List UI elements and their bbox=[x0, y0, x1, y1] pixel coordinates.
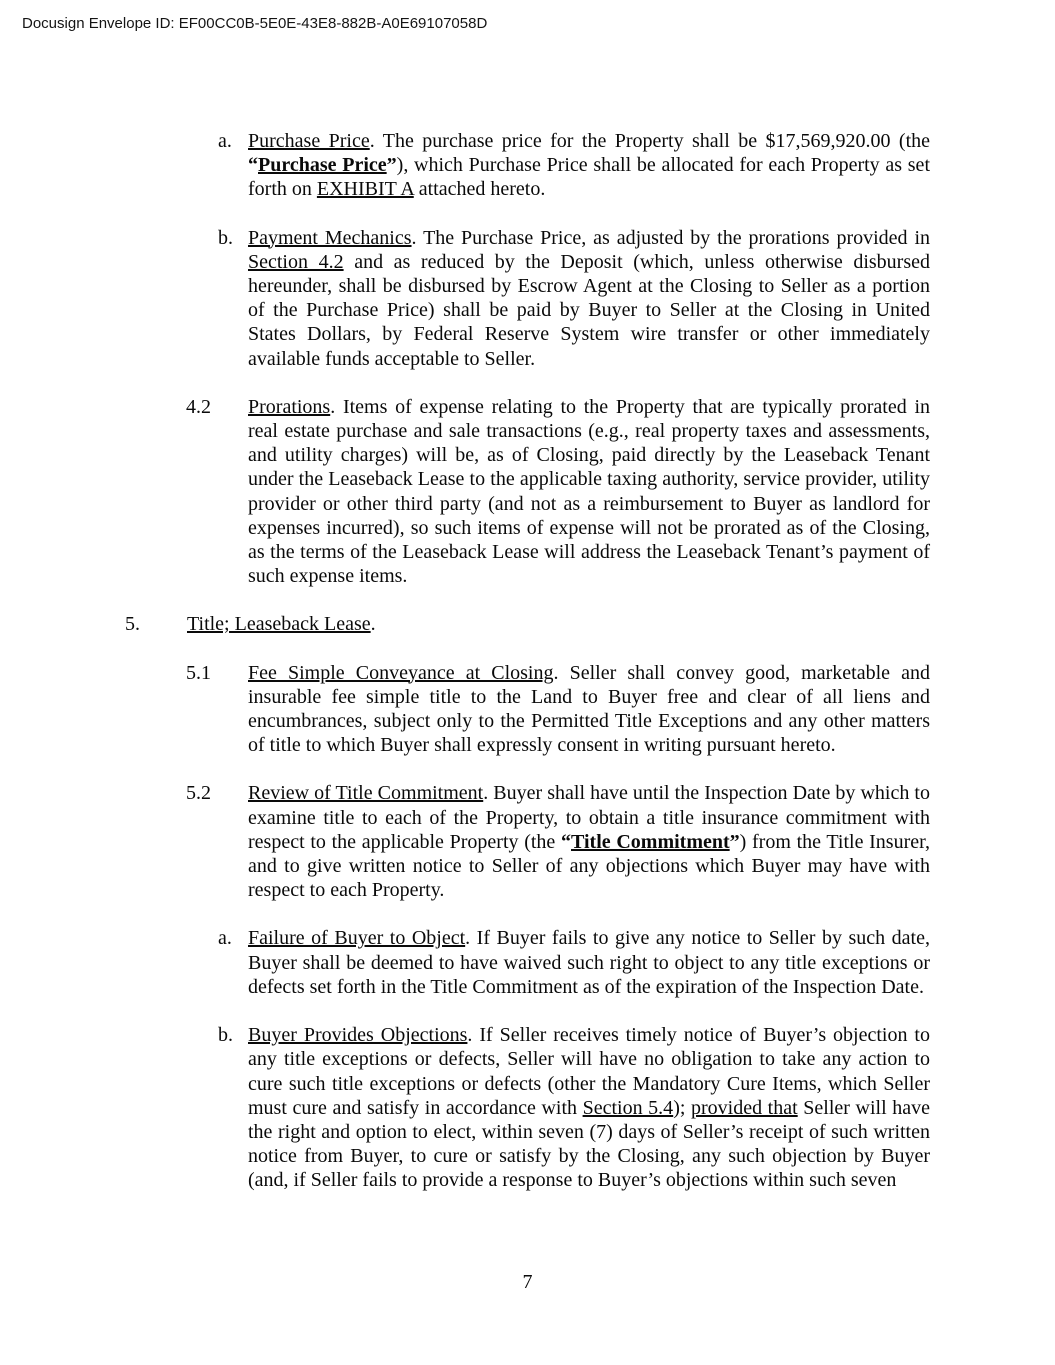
text-segment: ) from the Title Insurer, and to give written notice to Seller of any objections which Buyer may have with respect to each Property. bbox=[248, 830, 930, 902]
paragraph-text bbox=[187, 612, 930, 636]
paragraph-marker: a. bbox=[218, 130, 232, 152]
text-segment: ); bbox=[673, 1096, 691, 1119]
text-segment: . Buyer shall have until the Inspection Date by which to examine title to each of the Property, to obtain a title insurance commitment with respect to the applicable Property (the bbox=[248, 782, 930, 853]
paragraph-text bbox=[248, 1023, 930, 1192]
text-segment: Title; Leaseback Lease bbox=[187, 613, 371, 636]
text-segment: “ bbox=[561, 830, 572, 853]
paragraph bbox=[0, 226, 1055, 371]
paragraph-marker: 5.2 bbox=[186, 782, 211, 805]
paragraph-marker: 4.2 bbox=[186, 395, 211, 418]
docusign-envelope-id: Docusign Envelope ID: EF00CC0B-5E0E-43E8-882B-A0E69107058D bbox=[22, 15, 488, 32]
paragraph bbox=[0, 926, 1055, 999]
text-segment: . Items of expense relating to the Property that are typically prorated in real estate purchase and sale transactions (e.g., real property taxes and assessments, and utility charges) will be, as of Closing, paid directly by the Leaseback Tenant under the Leaseback Lease to the applicable taxing authority, service provider, utility provider or other third party (and not as a reimbursement to Buyer as landlord for expenses incurred), so such items of expense will not be prorated as of the Closing, as the terms of the Leaseback Lease will address the Leaseback Tenant’s payment of such expense items. bbox=[248, 395, 930, 588]
text-segment: . The purchase price for the Property shall be $17,569,920.00 (the bbox=[369, 130, 931, 152]
text-segment: Prorations bbox=[248, 395, 331, 418]
text-segment: Seller will have the right and option to elect, within seven (7) days of Seller’s receipt of such written notice from Buyer, to cure or satisfy by the Closing, any such objection by Buyer (and, if Seller fails to provide a response to Buyer’s objections within such seven bbox=[248, 1096, 930, 1192]
text-segment: Section 4.2 bbox=[248, 250, 344, 273]
text-segment: ” bbox=[729, 830, 740, 853]
paragraph-marker: a. bbox=[218, 927, 232, 950]
text-segment: Payment Mechanics bbox=[248, 226, 412, 249]
page-number: 7 bbox=[522, 1271, 533, 1293]
text-segment: . If Buyer fails to give any notice to Seller by such date, Buyer shall be deemed to have waived such right to object to any title exceptions or defects set forth in the Title Commitment as of the expiration of the Inspection Date. bbox=[248, 927, 930, 998]
text-segment: . bbox=[370, 613, 376, 636]
paragraph bbox=[0, 1023, 1055, 1192]
paragraph-marker: b. bbox=[218, 226, 233, 249]
text-segment: ” bbox=[386, 154, 397, 177]
paragraph bbox=[0, 781, 1055, 902]
text-segment: Failure of Buyer to Object bbox=[248, 927, 466, 950]
paragraph bbox=[0, 129, 1055, 202]
paragraph-marker: b. bbox=[218, 1024, 233, 1047]
text-segment: attached hereto. bbox=[413, 178, 546, 201]
paragraph-text bbox=[248, 395, 930, 589]
text-segment: Purchase Price bbox=[258, 154, 387, 177]
text-segment: Buyer Provides Objections bbox=[248, 1024, 468, 1047]
text-segment: . Seller shall convey good, marketable and insurable fee simple title to the Land to Buyer free and clear of all liens and encumbrances, subject only to the Permitted Title Exceptions and any other matters of title to which Buyer shall expressly consent in writing pursuant hereto. bbox=[248, 661, 930, 757]
text-segment: Section 5.4 bbox=[582, 1096, 674, 1119]
text-segment: . The Purchase Price, as adjusted by the prorations provided in bbox=[411, 226, 931, 249]
document-body bbox=[0, 129, 1055, 1217]
paragraph-marker: 5. bbox=[125, 613, 140, 636]
paragraph-text bbox=[248, 661, 930, 758]
text-segment: Title Commitment bbox=[571, 830, 730, 853]
paragraph bbox=[0, 661, 1055, 758]
text-segment: ), which Purchase Price shall be allocated for each Property as set forth on bbox=[248, 154, 930, 201]
paragraph bbox=[0, 612, 1055, 636]
paragraph-text bbox=[248, 226, 930, 371]
text-segment: Review of Title Commitment bbox=[248, 782, 484, 805]
paragraph-text bbox=[248, 129, 930, 202]
text-segment: . If Seller receives timely notice of Buyer’s objection to any title exceptions or defects, Seller will have no obligation to take any action to cure such title exceptions or defects (other the Mandatory Cure Items, which Seller must cure and satisfy in accordance with bbox=[248, 1024, 930, 1119]
text-segment: provided that bbox=[691, 1096, 798, 1119]
text-segment: Purchase Price bbox=[248, 130, 370, 152]
paragraph-text bbox=[248, 781, 930, 902]
text-segment: Fee Simple Conveyance at Closing bbox=[248, 661, 554, 684]
text-segment: and as reduced by the Deposit (which, unless otherwise disbursed hereunder, shall be disbursed by Escrow Agent at the Closing to Seller as a portion of the Purchase Price) shall be paid by Buyer to Seller at the Closing in United States Dollars, by Federal Reserve System wire transfer or other immediately available funds acceptable to Seller. bbox=[248, 250, 930, 370]
text-segment: EXHIBIT A bbox=[316, 178, 414, 201]
paragraph-text bbox=[248, 926, 930, 999]
paragraph-marker: 5.1 bbox=[186, 661, 211, 684]
paragraph bbox=[0, 395, 1055, 589]
text-segment: “ bbox=[248, 154, 258, 177]
